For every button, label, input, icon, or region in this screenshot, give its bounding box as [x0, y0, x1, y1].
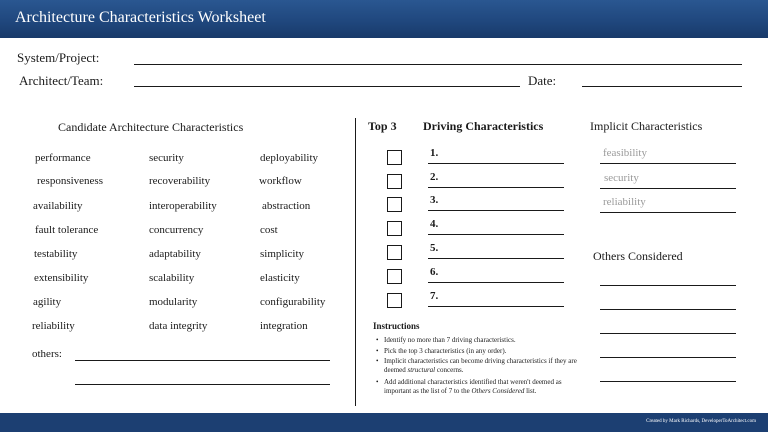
system-project-field[interactable]	[134, 64, 742, 65]
others-considered-line-1[interactable]	[600, 285, 736, 286]
implicit-item: security	[604, 172, 639, 184]
others-considered-line-5[interactable]	[600, 381, 736, 382]
candidate-item: abstraction	[262, 200, 311, 212]
top3-checkbox[interactable]	[387, 293, 402, 308]
instruction-emphasis: structural	[407, 365, 436, 374]
others-line-1[interactable]	[75, 360, 330, 361]
candidate-item: agility	[33, 296, 62, 308]
driving-number: 3.	[430, 194, 439, 206]
driving-number: 1.	[430, 147, 439, 159]
date-field[interactable]	[582, 86, 742, 87]
candidate-item: extensibility	[34, 272, 89, 284]
candidate-item: testability	[34, 248, 78, 260]
instruction-text: list.	[524, 386, 537, 395]
implicit-field[interactable]	[600, 163, 736, 164]
candidate-item: concurrency	[149, 224, 204, 236]
others-considered-line-4[interactable]	[600, 357, 736, 358]
driving-field[interactable]	[428, 163, 564, 164]
candidate-heading: Candidate Architecture Characteristics	[58, 120, 244, 134]
candidate-item: responsiveness	[37, 175, 103, 187]
architect-team-field[interactable]	[134, 86, 520, 87]
implicit-item: feasibility	[603, 147, 647, 159]
bullet-icon: •	[376, 347, 379, 355]
instruction-text: Add additional characteristics identified that weren't deemed as important as the list of 7 to the	[384, 378, 562, 395]
bullet-icon: •	[376, 357, 379, 365]
candidate-item: performance	[35, 152, 91, 164]
candidate-item: fault tolerance	[35, 224, 99, 236]
top3-checkbox[interactable]	[387, 174, 402, 189]
candidate-item: scalability	[149, 272, 195, 284]
driving-field[interactable]	[428, 258, 564, 259]
instruction-item	[376, 336, 590, 345]
candidate-item: workflow	[259, 175, 302, 187]
bullet-icon: •	[376, 336, 379, 344]
driving-field[interactable]	[428, 187, 564, 188]
top3-heading: Top 3	[368, 119, 397, 133]
others-considered-heading: Others Considered	[593, 249, 683, 263]
implicit-field[interactable]	[600, 212, 736, 213]
footer-credit: Created by Mark Richards, DeveloperToArchitect.com	[646, 419, 756, 424]
candidate-item: interoperability	[149, 200, 217, 212]
candidate-item: security	[149, 152, 184, 164]
instruction-item	[376, 357, 590, 374]
driving-number: 5.	[430, 242, 439, 254]
implicit-heading: Implicit Characteristics	[590, 119, 703, 133]
driving-number: 6.	[430, 266, 439, 278]
candidate-item: integration	[260, 320, 308, 332]
candidate-item: deployability	[260, 152, 319, 164]
top3-checkbox[interactable]	[387, 197, 402, 212]
candidate-item: recoverability	[149, 175, 211, 187]
implicit-item: reliability	[603, 196, 646, 208]
candidate-item: adaptability	[149, 248, 201, 260]
others-label: others:	[32, 348, 62, 360]
candidate-item: reliability	[32, 320, 75, 332]
candidate-item: modularity	[149, 296, 198, 308]
candidate-item: availability	[33, 200, 83, 212]
driving-number: 4.	[430, 218, 439, 230]
section-divider	[355, 118, 356, 406]
top3-checkbox[interactable]	[387, 221, 402, 236]
instruction-emphasis: Others Considered	[471, 386, 525, 395]
driving-field[interactable]	[428, 282, 564, 283]
instructions-heading: Instructions	[373, 321, 420, 331]
architect-team-label: Architect/Team:	[19, 73, 104, 88]
candidate-item: configurability	[260, 296, 326, 308]
candidate-item: simplicity	[260, 248, 304, 260]
instruction-text: Pick the top 3 characteristics (in any order).	[384, 347, 507, 355]
driving-number: 2.	[430, 171, 439, 183]
candidate-item: elasticity	[260, 272, 300, 284]
instruction-text: Identify no more than 7 driving characteristics.	[384, 336, 516, 344]
driving-number: 7.	[430, 290, 439, 302]
others-considered-line-2[interactable]	[600, 309, 736, 310]
driving-field[interactable]	[428, 210, 564, 211]
instruction-item	[376, 347, 590, 356]
instruction-text: concerns.	[435, 365, 464, 374]
worksheet-title: Architecture Characteristics Worksheet	[15, 9, 266, 26]
others-considered-line-3[interactable]	[600, 333, 736, 334]
others-line-2[interactable]	[75, 384, 330, 385]
top3-checkbox[interactable]	[387, 245, 402, 260]
driving-field[interactable]	[428, 234, 564, 235]
system-project-label: System/Project:	[17, 50, 100, 65]
top3-checkbox[interactable]	[387, 269, 402, 284]
candidate-item: data integrity	[149, 320, 208, 332]
driving-field[interactable]	[428, 306, 564, 307]
candidate-item: cost	[260, 224, 278, 236]
instruction-item	[376, 378, 590, 395]
driving-heading: Driving Characteristics	[423, 119, 544, 133]
top3-checkbox[interactable]	[387, 150, 402, 165]
date-label: Date:	[528, 73, 557, 88]
instruction-text: Implicit characteristics can become driving characteristics if they are deemed	[384, 357, 577, 374]
bullet-icon: •	[376, 378, 379, 386]
implicit-field[interactable]	[600, 188, 736, 189]
